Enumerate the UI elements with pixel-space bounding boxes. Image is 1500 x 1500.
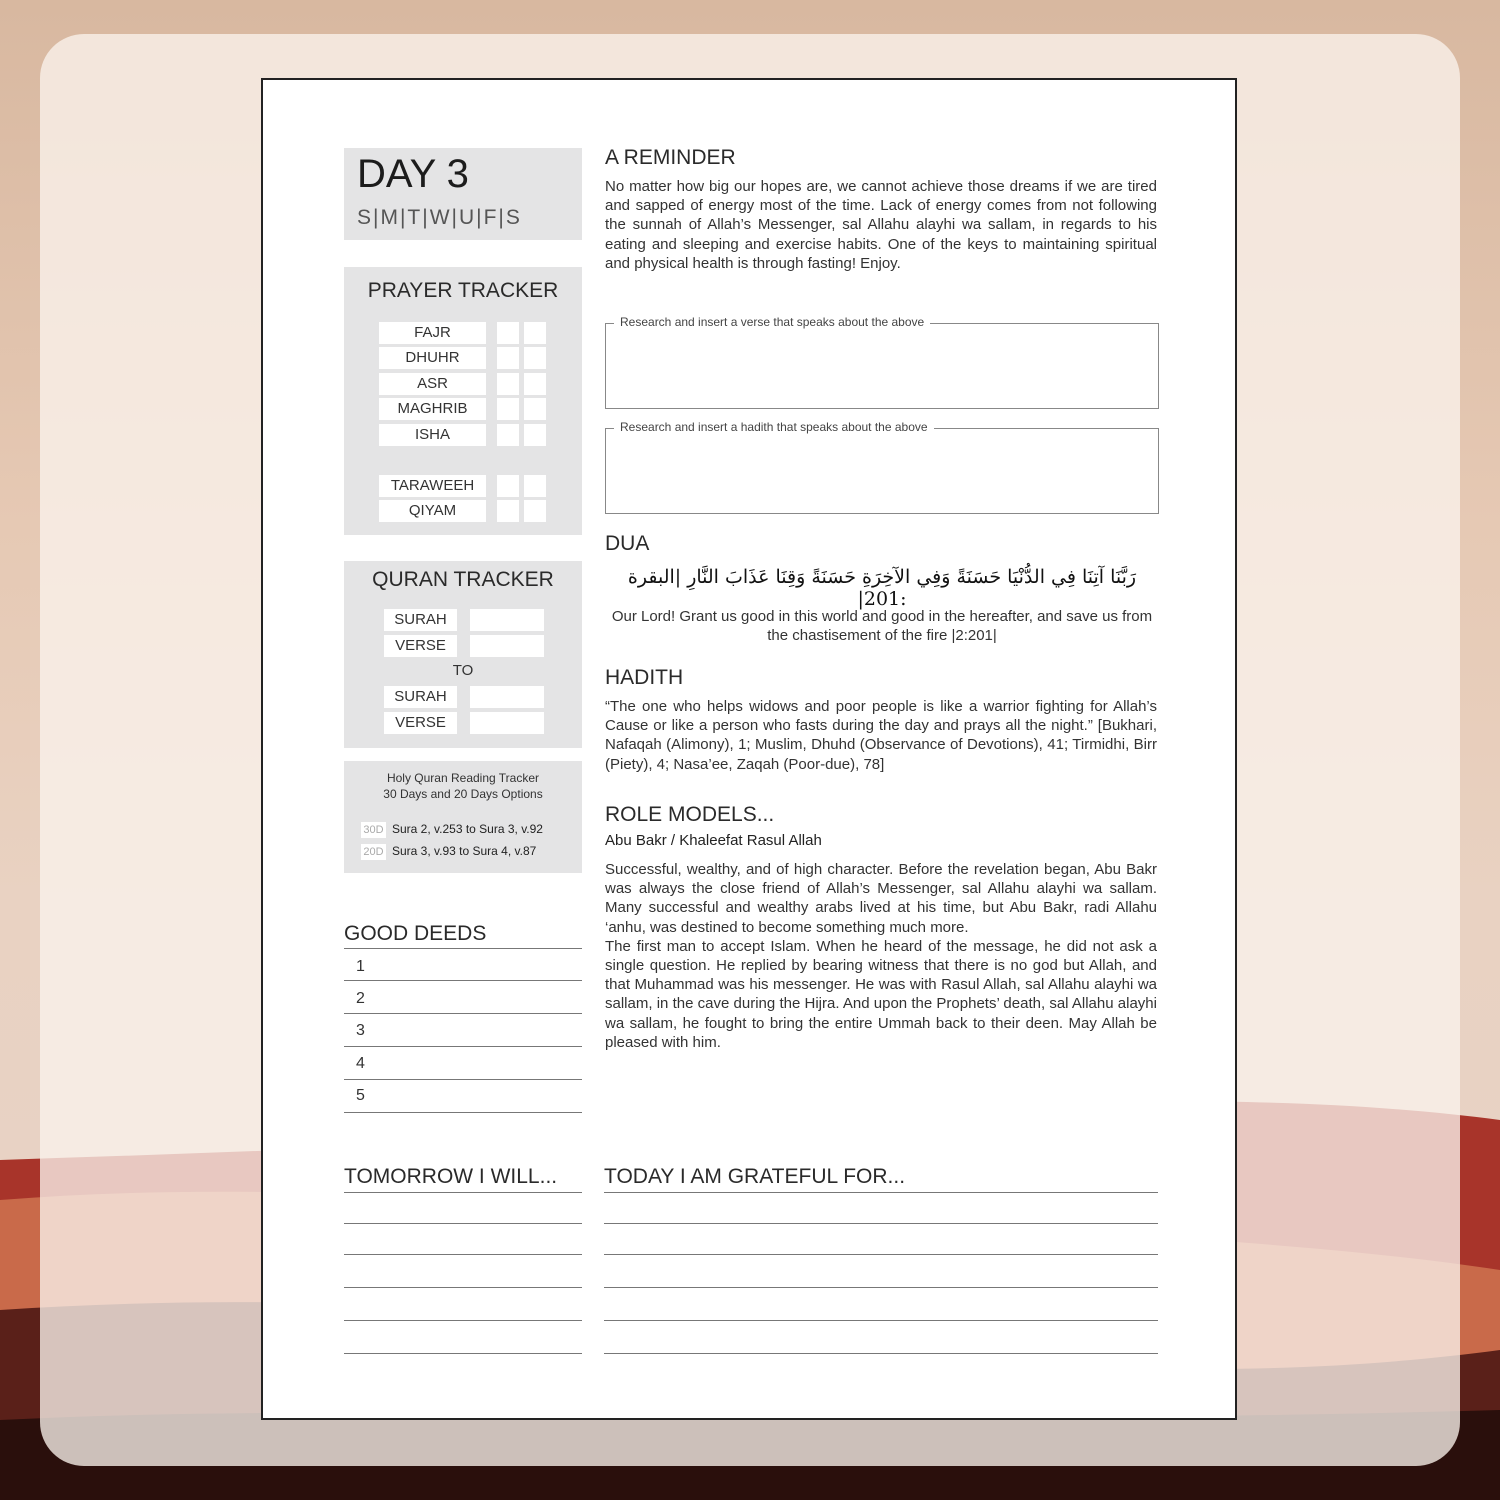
prayer-label: FAJR — [379, 322, 486, 344]
verse-label: VERSE — [384, 712, 457, 734]
grateful-line[interactable] — [604, 1223, 1158, 1224]
grateful-line[interactable] — [604, 1287, 1158, 1288]
prayer-tracker — [344, 267, 582, 535]
planner-page — [261, 78, 1237, 1420]
divider — [604, 1192, 1158, 1193]
weekday-selector[interactable]: S|M|T|W|U|F|S — [357, 206, 522, 229]
prayer-checkbox[interactable] — [497, 322, 519, 344]
prayer-checkbox[interactable] — [524, 424, 546, 446]
prayer-checkbox[interactable] — [524, 500, 546, 522]
dua-arabic: رَبَّنَا آتِنَا فِي الدُّنْيَا حَسَنَةً وَفِي الآخِرَةِ حَسَنَةً وَقِنَا عَذَابَ النَّارِ |البقرة :201| — [627, 566, 1137, 610]
surah-to-field[interactable] — [470, 686, 544, 708]
verse-box-legend: Research and insert a verse that speaks about the above — [614, 315, 930, 329]
prayer-checkbox[interactable] — [524, 475, 546, 497]
prayer-checkbox[interactable] — [524, 373, 546, 395]
prayer-checkbox[interactable] — [524, 322, 546, 344]
quran-tracker-title: QURAN TRACKER — [372, 568, 554, 591]
prayer-label: DHUHR — [379, 347, 486, 369]
holy-quran-reading-tracker — [344, 761, 582, 873]
tomorrow-line[interactable] — [344, 1223, 582, 1224]
quran-tracker — [344, 561, 582, 748]
tomorrow-line[interactable] — [344, 1353, 582, 1354]
good-deed-line[interactable] — [344, 1112, 582, 1113]
grateful-line[interactable] — [604, 1353, 1158, 1354]
surah-from-field[interactable] — [470, 609, 544, 631]
verse-label: VERSE — [384, 635, 457, 657]
good-deed-number: 4 — [356, 1055, 365, 1072]
verse-to-field[interactable] — [470, 712, 544, 734]
good-deed-number: 5 — [356, 1087, 365, 1104]
plan-text: Sura 2, v.253 to Sura 3, v.92 — [392, 822, 543, 836]
prayer-label: QIYAM — [379, 500, 486, 522]
good-deeds-title: GOOD DEEDS — [344, 922, 487, 945]
prayer-checkbox[interactable] — [524, 347, 546, 369]
tomorrow-title: TOMORROW I WILL... — [344, 1165, 558, 1188]
prayer-checkbox[interactable] — [497, 500, 519, 522]
prayer-checkbox[interactable] — [497, 373, 519, 395]
plan-tag: 20D — [361, 844, 386, 860]
prayer-label: TARAWEEH — [379, 475, 486, 497]
hadith-input-box[interactable] — [605, 420, 1159, 514]
day-title: DAY 3 — [357, 152, 469, 196]
grateful-line[interactable] — [604, 1254, 1158, 1255]
dua-translation: Our Lord! Grant us good in this world and good in the hereafter, and save us from the chastisement of the fire |2:201| — [611, 608, 1153, 645]
tomorrow-line[interactable] — [344, 1320, 582, 1321]
holy-quran-title-line: 30 Days and 20 Days Options — [383, 787, 543, 801]
day-box — [344, 148, 582, 240]
reminder-text: No matter how big our hopes are, we cannot achieve those dreams if we are tired and sapped of energy most of the time. Lack of energy comes from not following the sunnah of Allah’s Messenger, sal Allahu alayhi wa sallam, in regards to his eating and sleeping and exercise habits. One of the keys to maintaining spiritual and physical health is through fasting! Enjoy. — [605, 178, 1157, 272]
surah-label: SURAH — [384, 686, 457, 708]
good-deed-number: 2 — [356, 990, 365, 1007]
hadith-title: HADITH — [605, 666, 684, 689]
hadith-text: “The one who helps widows and poor people is like a warrior fighting for Allah’s Cause or like a person who fasts during the day and prays all the night.” [Bukhari, Nafaqah (Alimony), 1; Muslim, Dhuhd (Observance of Devotions), 41; Tirmidhi, Birr (Piety), 4; Nasa’ee, Zaqah (Poor-due), 78] — [605, 698, 1157, 773]
role-models-title: ROLE MODELS... — [605, 803, 775, 826]
prayer-checkbox[interactable] — [497, 475, 519, 497]
role-model-paragraph: Successful, wealthy, and of high character. Before the revelation began, Abu Bakr was always the close friend of Allah’s Messenger, sal Allahu alayhi wa sallam. Many successful and wealthy arabs lived at his time, but Abu Bakr, radi Allahu ‘anhu, was destined to become something much more. — [605, 861, 1157, 936]
grateful-line[interactable] — [604, 1320, 1158, 1321]
role-model-paragraph: The first man to accept Islam. When he heard of the message, he did not ask a single question. He replied by bearing witness that there is no god but Allah, and that Muhammad was his messenger. He was with Rasul Allah, sal Allahu alayhi wa sallam, in the cave during the Hijra. And upon the Prophets’ death, sal Allahu alayhi wa sallam, he fought to bring the entire Ummah back to their deen. May Allah be pleased with him. — [605, 937, 1157, 1051]
prayer-checkbox[interactable] — [497, 398, 519, 420]
to-label: TO — [452, 662, 474, 679]
plan-tag: 30D — [361, 822, 386, 838]
reminder-title: A REMINDER — [605, 146, 736, 169]
good-deed-line[interactable] — [344, 1079, 582, 1080]
role-model-text — [605, 860, 1157, 1052]
plan-text: Sura 3, v.93 to Sura 4, v.87 — [392, 844, 537, 858]
holy-row-30d — [361, 821, 543, 837]
good-deed-number: 3 — [356, 1022, 365, 1039]
hadith-box-legend: Research and insert a hadith that speaks about the above — [614, 420, 934, 434]
good-deed-line[interactable] — [344, 1046, 582, 1047]
prayer-checkbox[interactable] — [497, 424, 519, 446]
prayer-checkbox[interactable] — [497, 347, 519, 369]
holy-quran-title-line: Holy Quran Reading Tracker — [386, 771, 540, 785]
grateful-title: TODAY I AM GRATEFUL FOR... — [604, 1165, 906, 1188]
prayer-label: ASR — [379, 373, 486, 395]
prayer-tracker-title: PRAYER TRACKER — [367, 279, 559, 302]
surah-label: SURAH — [384, 609, 457, 631]
tomorrow-line[interactable] — [344, 1287, 582, 1288]
verse-input-box[interactable] — [605, 315, 1159, 409]
verse-from-field[interactable] — [470, 635, 544, 657]
tomorrow-line[interactable] — [344, 1254, 582, 1255]
divider — [344, 948, 582, 949]
good-deed-number: 1 — [356, 958, 365, 975]
prayer-label: MAGHRIB — [379, 398, 486, 420]
role-model-name: Abu Bakr / Khaleefat Rasul Allah — [605, 832, 822, 849]
dua-title: DUA — [605, 532, 650, 555]
holy-quran-title — [344, 770, 582, 802]
good-deed-line[interactable] — [344, 980, 582, 981]
divider — [344, 1192, 582, 1193]
prayer-label: ISHA — [379, 424, 486, 446]
holy-row-20d — [361, 843, 536, 859]
good-deed-line[interactable] — [344, 1013, 582, 1014]
prayer-checkbox[interactable] — [524, 398, 546, 420]
